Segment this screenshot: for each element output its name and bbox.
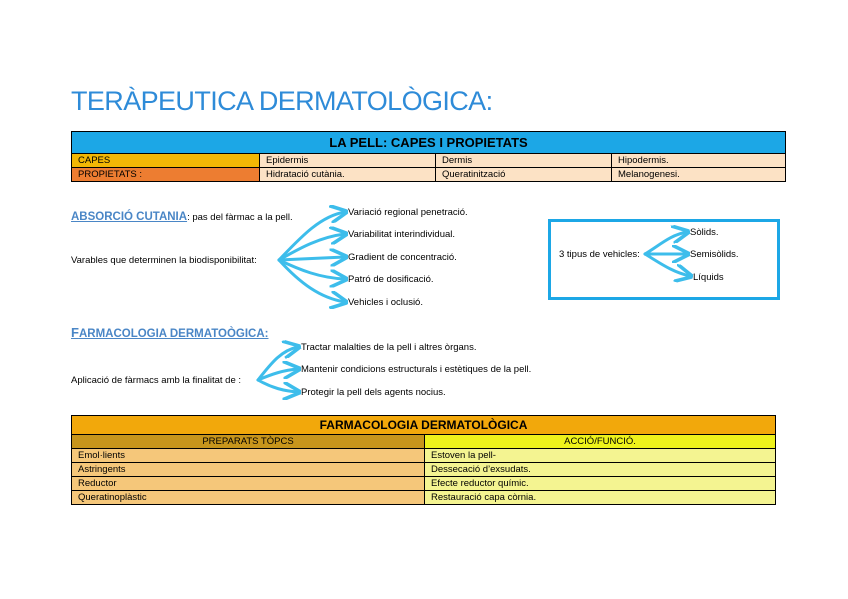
vehicle-item: Semisòlids. <box>690 249 739 260</box>
table-cell: Hidratació cutània. <box>260 168 436 182</box>
skin-table-header: LA PELL: CAPES I PROPIETATS <box>72 132 786 154</box>
vehicle-item: Líquids <box>693 272 724 283</box>
row-label-layers: CAPES <box>72 154 260 168</box>
pharmacology-heading-rest: ARMACOLOGIA DERMATOÒGICA: <box>78 328 269 340</box>
table-row <box>72 463 776 477</box>
table-row <box>72 477 776 491</box>
absorption-item: Vehicles i oclusió. <box>348 297 423 308</box>
pharmacology-item: Mantenir condicions estructurals i estètiques de la pell. <box>301 364 532 375</box>
absorption-item: Variabilitat interindividual. <box>348 229 456 240</box>
table-cell: Emol·lients <box>72 449 425 463</box>
absorption-heading-suffix: : pas del fàrmac a la pell. <box>187 212 293 223</box>
row-label-properties: PROPIETATS : <box>72 168 260 182</box>
table-cell: Melanogenesi. <box>612 168 786 182</box>
pharmacology-item: Tractar malalties de la pell i altres òrgans. <box>301 342 477 353</box>
table-row <box>72 491 776 505</box>
page-title: TERÀPEUTICA DERMATOLÒGICA: <box>71 86 493 116</box>
pharmacology-item: Protegir la pell dels agents nocius. <box>301 387 446 398</box>
table-cell: Dessecació d’exsudats. <box>425 463 776 477</box>
table-cell: Restauració capa còrnia. <box>425 491 776 505</box>
arrow-icon <box>645 254 690 276</box>
column-header: ACCIÓ/FUNCIÓ. <box>425 435 776 449</box>
table-cell: Efecte reductor químic. <box>425 477 776 491</box>
table-cell: Estoven la pell- <box>425 449 776 463</box>
table-cell: Queratinització <box>436 168 612 182</box>
table-row <box>72 449 776 463</box>
table-cell: Reductor <box>72 477 425 491</box>
vehicles-label: 3 tipus de vehicles: <box>559 249 640 260</box>
arrow-icon <box>279 260 345 302</box>
arrow-icon <box>279 257 345 260</box>
arrow-icon <box>645 232 687 254</box>
arrow-icon <box>258 380 298 392</box>
variables-label: Varables que determinen la biodisponibilitat: <box>71 255 257 266</box>
vehicle-item: Sòlids. <box>690 227 719 238</box>
pharmacology-table <box>71 415 776 505</box>
arrow-icon <box>258 347 298 380</box>
absorption-item: Patró de dosificació. <box>348 274 434 285</box>
absorption-heading: ABSORCIÓ CUTANIA <box>71 211 188 223</box>
table-cell: Astringents <box>72 463 425 477</box>
application-label: Aplicació de fàrmacs amb la finalitat de : <box>71 375 242 386</box>
table-cell: Epidermis <box>260 154 436 168</box>
pharm-table-header: FARMACOLOGIA DERMATOLÒGICA <box>72 416 776 435</box>
table-cell: Queratinoplàstic <box>72 491 425 505</box>
absorption-item: Gradient de concentració. <box>348 252 457 263</box>
absorption-item: Variació regional penetració. <box>348 207 468 218</box>
table-cell: Dermis <box>436 154 612 168</box>
pharmacology-heading-first: F <box>71 325 79 340</box>
table-cell: Hipodermis. <box>612 154 786 168</box>
column-header: PREPARATS TÒPCS <box>72 435 425 449</box>
